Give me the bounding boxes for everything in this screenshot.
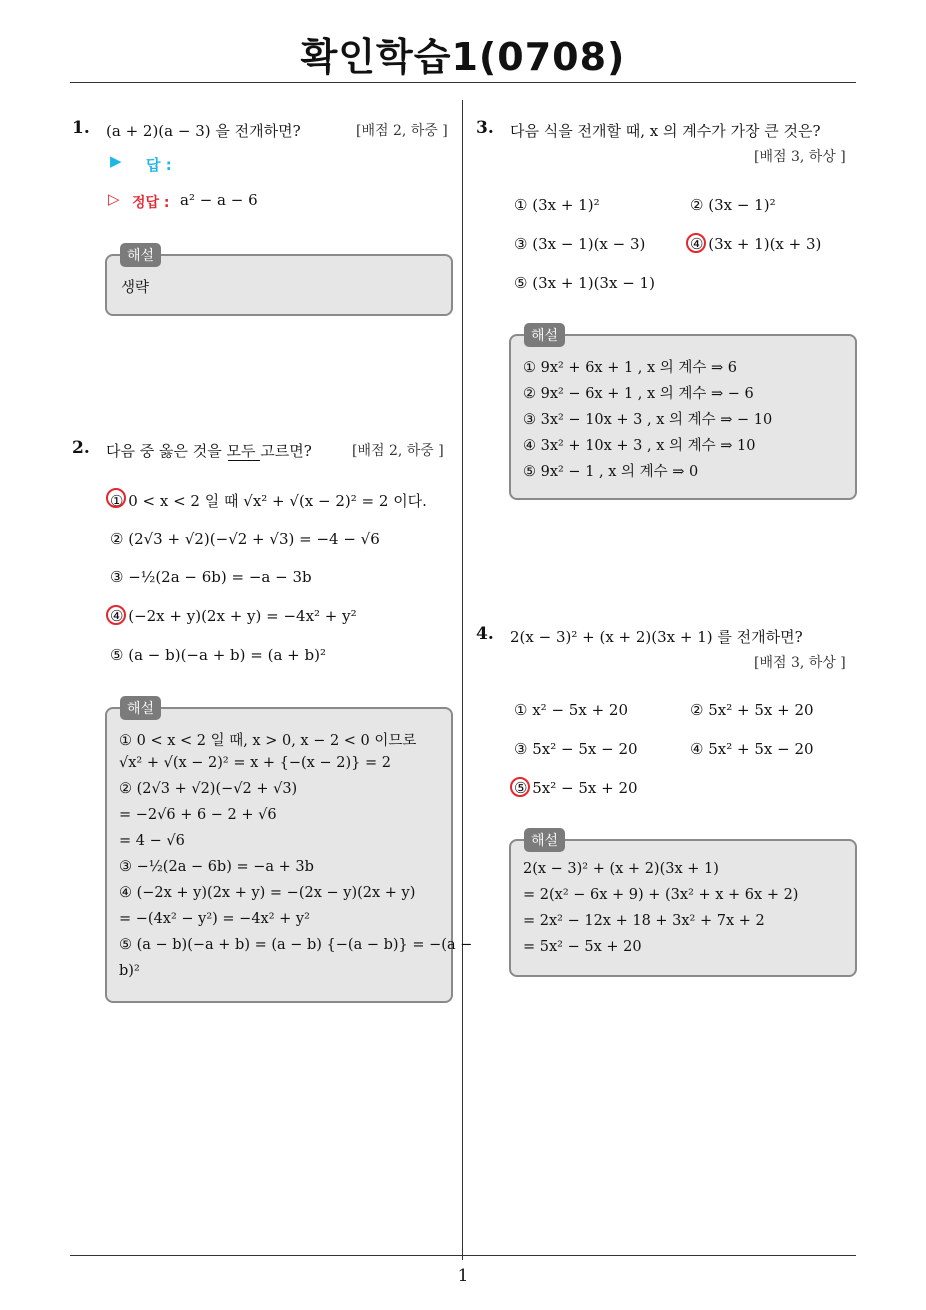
selected-circle-icon [106,488,126,508]
explanation-line: ④ (−2x + y)(2x + y) = −(2x − y)(2x + y) [119,885,416,901]
explanation-line: ① 0 < x < 2 일 때, x > 0, x − 2 < 0 이므로 [119,733,417,749]
explanation-line: ④ 3x² + 10x + 3 , x 의 계수 ⇒ 10 [523,438,756,454]
explanation-line: ① 9x² + 6x + 1 , x 의 계수 ⇒ 6 [523,360,738,376]
explanation-tag: 해설 [120,696,161,720]
explanation-line: ② 9x² − 6x + 1 , x 의 계수 ⇒ − 6 [523,386,754,402]
explanation-line: ③ −½(2a − 6b) = −a + 3b [119,859,314,875]
explanation-line: ② (2√3 + √2)(−√2 + √3) [119,781,298,797]
explanation-box [509,839,857,977]
explanation-line: ③ 3x² − 10x + 3 , x 의 계수 ⇒ − 10 [523,412,773,428]
explanation-line: ⑤ 9x² − 1 , x 의 계수 ⇒ 0 [523,464,699,480]
question-text: 다음 중 옳은 것을 모두 고르면? [106,442,312,460]
explanation-line: = −(4x² − y²) = −4x² + y² [119,911,310,927]
option-2[interactable]: ② 5x² + 5x + 20 [690,701,814,719]
option-1[interactable]: ① (3x + 1)² [514,196,600,214]
page-number: 1 [457,1266,469,1286]
explanation-line: b)² [119,963,140,979]
question-text: 다음 식을 전개할 때, x 의 계수가 가장 큰 것은? [510,122,821,140]
option-2[interactable]: ② (3x − 1)² [690,196,776,214]
option-1[interactable]: ① 0 < x < 2 일 때 √x² + √(x − 2)² = 2 이다. [110,492,427,510]
explanation-line: √x² + √(x − 2)² = x + {−(x − 2)} = 2 [119,755,391,771]
question-number: 1. [72,118,90,138]
underline-mark [228,460,260,461]
explanation-tag: 해설 [524,323,565,347]
option-4[interactable]: ④ 5x² + 5x − 20 [690,740,814,758]
answer-label: 답 : [146,156,172,174]
column-divider [462,100,463,1260]
question-text: 2(x − 3)² + (x + 2)(3x + 1) 를 전개하면? [510,628,803,646]
option-4[interactable]: ④ (−2x + y)(2x + y) = −4x² + y² [110,607,357,625]
option-1[interactable]: ① x² − 5x + 20 [514,701,628,719]
hollow-arrow-icon: ▷ [108,190,120,208]
explanation-line: = 5x² − 5x + 20 [523,939,642,955]
play-arrow-icon: ▶ [110,152,122,170]
option-3[interactable]: ③ 5x² − 5x − 20 [514,740,638,758]
explanation-tag: 해설 [120,243,161,267]
correct-label: 정답 : [132,195,170,211]
question-meta: [배점 2, 하중 ] [356,123,448,139]
option-5[interactable]: ⑤ (a − b)(−a + b) = (a + b)² [110,646,326,664]
option-3[interactable]: ③ (3x − 1)(x − 3) [514,235,646,253]
explanation-line: 2(x − 3)² + (x + 2)(3x + 1) [523,861,719,877]
question-meta: [배점 3, 하상 ] [754,149,846,165]
option-3[interactable]: ③ −½(2a − 6b) = −a − 3b [110,568,312,586]
option-2[interactable]: ② (2√3 + √2)(−√2 + √3) = −4 − √6 [110,530,380,548]
page-title: 확인학습1(0708) [300,35,626,79]
explanation-text: 생략 [121,280,150,296]
question-number: 4. [476,624,494,644]
question-number: 2. [72,438,90,458]
explanation-line: = 2x² − 12x + 18 + 3x² + 7x + 2 [523,913,765,929]
option-5[interactable]: ⑤ (3x + 1)(3x − 1) [514,274,655,292]
question-meta: [배점 2, 하중 ] [352,443,444,459]
explanation-line: = 2(x² − 6x + 9) + (3x² + x + 6x + 2) [523,887,799,903]
explanation-line: = 4 − √6 [119,833,185,849]
explanation-tag: 해설 [524,828,565,852]
explanation-box [105,707,473,1003]
explanation-box [509,334,857,500]
explanation-line: = −2√6 + 6 − 2 + √6 [119,807,277,823]
selected-circle-icon [106,605,126,625]
footer-rule [70,1255,856,1256]
option-5[interactable]: ⑤ 5x² − 5x + 20 [514,779,638,797]
option-4[interactable]: ④ (3x + 1)(x + 3) [690,235,822,253]
header-rule [70,82,856,83]
question-text: (a + 2)(a − 3) 을 전개하면? [106,122,301,140]
question-meta: [배점 3, 하상 ] [754,655,846,671]
selected-circle-icon [510,777,530,797]
selected-circle-icon [686,233,706,253]
correct-value: a² − a − 6 [180,191,258,209]
explanation-line: ⑤ (a − b)(−a + b) = (a − b) {−(a − b)} = −(a − [119,937,473,953]
question-number: 3. [476,118,494,138]
